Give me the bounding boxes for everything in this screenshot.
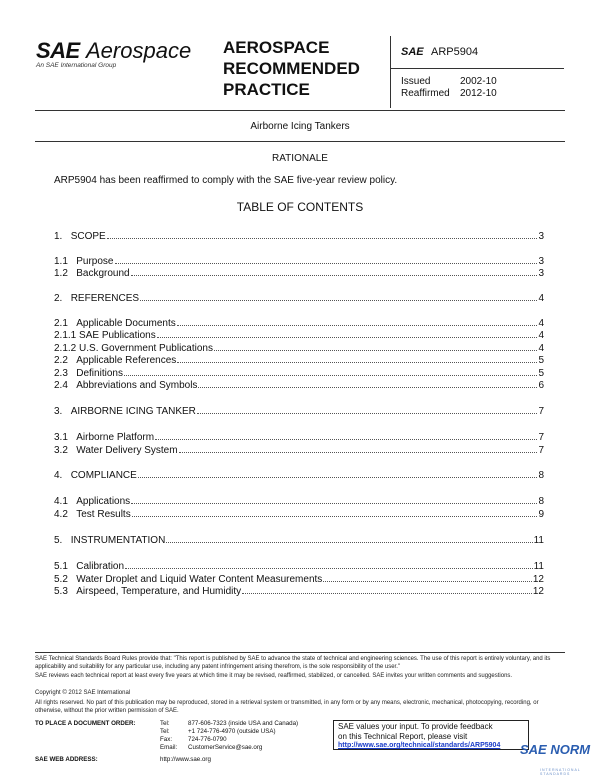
toc-entry-page: 3	[538, 231, 544, 242]
toc-leader-dots	[179, 452, 538, 453]
toc-entry-page: 6	[538, 380, 544, 391]
toc-entry-page: 4	[538, 318, 544, 329]
toc-entry-page: 7	[538, 432, 544, 443]
toc-leader-dots	[138, 477, 538, 478]
fax-value: 724-776-0790	[188, 736, 227, 743]
rationale-heading: RATIONALE	[272, 153, 328, 164]
toc-entry[interactable]	[54, 470, 544, 481]
tel2-label: Tel:	[160, 728, 170, 735]
toc-entry-title: Airborne Platform	[76, 432, 155, 443]
doc-sae-mark: SAE	[401, 46, 424, 58]
document-title: Airborne Icing Tankers	[250, 121, 350, 132]
toc-entry-title: Applicable References	[76, 355, 177, 366]
toc-entry-title: Background	[76, 268, 130, 279]
toc-entry-title: Applicable Documents	[76, 318, 176, 329]
toc-entry[interactable]	[54, 406, 544, 417]
toc-leader-dots	[132, 516, 538, 517]
toc-entry-number: 1.1	[54, 256, 77, 267]
toc-entry-number: 5.1	[54, 561, 77, 572]
toc-entry-title: Water Droplet and Liquid Water Content Measurements	[76, 574, 323, 585]
toc-entry-title: COMPLIANCE	[70, 470, 137, 481]
reaffirmed-label: Reaffirmed	[401, 88, 450, 99]
toc-entry[interactable]	[54, 256, 544, 267]
toc-entry-number: 4.2	[54, 509, 77, 520]
toc-leader-dots	[177, 362, 537, 363]
toc-entry-number: 2.3	[54, 368, 77, 379]
tel-value: 877-606-7323 (inside USA and Canada)	[188, 720, 299, 727]
feedback-link[interactable]: http://www.sae.org/technical/standards/ARP5904	[338, 742, 501, 749]
toc-entry[interactable]	[54, 343, 544, 354]
toc-entry[interactable]	[54, 330, 544, 341]
toc-entry-number: 5.2	[54, 574, 77, 585]
toc-entry-page: 12	[532, 586, 544, 597]
header-bottom-rule	[35, 110, 565, 111]
toc-leader-dots	[242, 593, 532, 594]
toc-entry[interactable]	[54, 432, 544, 443]
toc-entry-page: 5	[538, 355, 544, 366]
toc-entry-number: 3.	[54, 406, 71, 417]
toc-entry-title: Airspeed, Temperature, and Humidity	[76, 586, 242, 597]
toc-entry-title: Definitions	[76, 368, 123, 379]
toc-leader-dots	[124, 375, 537, 376]
title-line-2: RECOMMENDED	[223, 59, 360, 78]
toc-entry-page: 3	[538, 256, 544, 267]
rationale-text: ARP5904 has been reaffirmed to comply with the SAE five-year review policy.	[54, 175, 398, 186]
issued-label: Issued	[401, 76, 431, 87]
issued-value: 2002-10	[460, 76, 497, 87]
toc-entry[interactable]	[54, 380, 544, 391]
toc-entry-page: 8	[538, 470, 544, 481]
web-label: SAE WEB ADDRESS:	[35, 756, 98, 763]
toc-entry-title: Water Delivery System	[76, 445, 178, 456]
watermark-tagline: INTERNATIONAL STANDARDS	[540, 768, 581, 776]
toc-entry[interactable]	[54, 535, 544, 546]
toc-entry[interactable]	[54, 368, 544, 379]
toc-entry-page: 5	[538, 368, 544, 379]
doc-number-divider	[390, 68, 564, 69]
toc-leader-dots	[323, 581, 532, 582]
title-line-1: AEROSPACE	[223, 38, 330, 57]
toc-entry[interactable]	[54, 268, 544, 279]
toc-entry-title: U.S. Government Publications	[79, 343, 213, 354]
toc-leader-dots	[107, 238, 538, 239]
toc-entry[interactable]	[54, 293, 544, 304]
toc-entry-title: Calibration	[76, 561, 125, 572]
footer-rule	[35, 652, 565, 653]
toc-entry-title: REFERENCES	[70, 293, 140, 304]
toc-leader-dots	[155, 439, 537, 440]
toc-leader-dots	[131, 503, 537, 504]
toc-entry-page: 7	[538, 406, 544, 417]
header-divider	[390, 36, 391, 108]
toc-entry-number: 2.4	[54, 380, 77, 391]
document-type-title	[223, 37, 360, 100]
feedback-line-1: SAE values your input. To provide feedback	[338, 722, 493, 731]
toc-heading: TABLE OF CONTENTS	[236, 200, 364, 214]
toc-entry-title: SCOPE	[70, 231, 106, 242]
toc-leader-dots	[177, 325, 538, 326]
toc-entry-number: 5.	[54, 535, 71, 546]
toc-entry-number: 3.1	[54, 432, 77, 443]
toc-entry-number: 4.	[54, 470, 71, 481]
fax-label: Fax:	[160, 736, 173, 743]
order-label: TO PLACE A DOCUMENT ORDER:	[35, 720, 136, 727]
toc-leader-dots	[166, 542, 532, 543]
toc-entry-title: INSTRUMENTATION	[70, 535, 166, 546]
toc-entry[interactable]	[54, 586, 544, 597]
toc-entry-page: 7	[538, 445, 544, 456]
toc-entry-number: 2.1	[54, 318, 77, 329]
title-line-3: PRACTICE	[223, 80, 310, 99]
toc-entry-title: SAE Publications	[79, 330, 156, 341]
toc-leader-dots	[214, 350, 537, 351]
toc-entry-page: 12	[532, 574, 544, 585]
toc-entry-number: 4.1	[54, 496, 77, 507]
toc-entry-page: 9	[538, 509, 544, 520]
toc-entry-number: 2.2	[54, 355, 77, 366]
toc-entry-page: 11	[533, 561, 544, 572]
toc-leader-dots	[131, 275, 538, 276]
toc-entry-title: AIRBORNE ICING TANKER	[70, 406, 196, 417]
toc-entry-title: Test Results	[76, 509, 131, 520]
toc-entry[interactable]	[54, 231, 544, 242]
doc-number: ARP5904	[431, 46, 479, 58]
footer-review-paragraph: SAE reviews each technical report at least every five years at which time it may be revised, reaffirmed, stabilized, or cancelled. SAE invites your written comments and suggestions.	[35, 673, 513, 679]
feedback-line-2: on this Technical Report, please visit	[338, 731, 468, 741]
toc-leader-dots	[197, 413, 538, 414]
logo-subtitle: An SAE International Group	[36, 62, 117, 69]
toc-entry-number: 1.	[54, 231, 71, 242]
toc-entry[interactable]	[54, 496, 544, 507]
logo-sae: SAE	[36, 38, 80, 63]
toc-entry-number: 3.2	[54, 445, 77, 456]
title-bottom-rule	[35, 141, 565, 142]
footer-rules-paragraph: SAE Technical Standards Board Rules provide that: "This report is published by SAE to advance the state of technical and engineering sciences. The use of this report is entirely voluntary, and its applicability and suitability for any particular use, including any patent infringement arising therefrom, is the sole responsibility of the user."	[35, 656, 551, 670]
email-label: Email:	[160, 744, 178, 751]
toc-entry[interactable]	[54, 445, 544, 456]
toc-entry-title: Applications	[76, 496, 131, 507]
toc-entry-number: 2.	[54, 293, 71, 304]
toc-entry-number: 2.1.2	[54, 343, 80, 354]
toc-leader-dots	[157, 337, 538, 338]
toc-entry-page: 4	[538, 343, 544, 354]
toc-leader-dots	[125, 568, 533, 569]
toc-entry-page: 4	[538, 293, 544, 304]
toc-entry-page: 4	[538, 330, 544, 341]
feedback-box	[333, 720, 529, 750]
watermark-logo: SAE NORM	[520, 742, 591, 757]
toc-leader-dots	[198, 387, 537, 388]
toc-entry[interactable]	[54, 355, 544, 366]
reaffirmed-value: 2012-10	[460, 88, 497, 99]
tel2-value: +1 724-776-4970 (outside USA)	[188, 728, 276, 735]
footer-copyright: Copyright © 2012 SAE International	[35, 690, 131, 696]
toc-entry[interactable]	[54, 574, 544, 585]
toc-entry[interactable]	[54, 509, 544, 520]
toc-entry-page: 8	[538, 496, 544, 507]
toc-leader-dots	[115, 263, 538, 264]
toc-entry-page: 3	[538, 268, 544, 279]
toc-leader-dots	[140, 300, 537, 301]
toc-entry[interactable]	[54, 561, 544, 572]
toc-entry-number: 1.2	[54, 268, 77, 279]
email-value[interactable]: CustomerService@sae.org	[188, 744, 263, 751]
toc-entry-title: Purpose	[76, 256, 114, 267]
toc-entry[interactable]	[54, 318, 544, 329]
toc-entry-title: Abbreviations and Symbols	[76, 380, 198, 391]
tel-label: Tel:	[160, 720, 170, 727]
toc-entry-number: 5.3	[54, 586, 77, 597]
toc-entry-page: 11	[533, 535, 544, 546]
footer-rights-paragraph: All rights reserved. No part of this publication may be reproduced, stored in a retrieval system or transmitted, in any form or by any means, electronic, mechanical, photocopying, recording, or otherwise, without the prior written permission of SAE.	[35, 700, 539, 714]
web-value[interactable]: http://www.sae.org	[160, 756, 211, 763]
toc-entry-number: 2.1.1	[54, 330, 80, 341]
logo-aerospace: Aerospace	[86, 38, 192, 63]
